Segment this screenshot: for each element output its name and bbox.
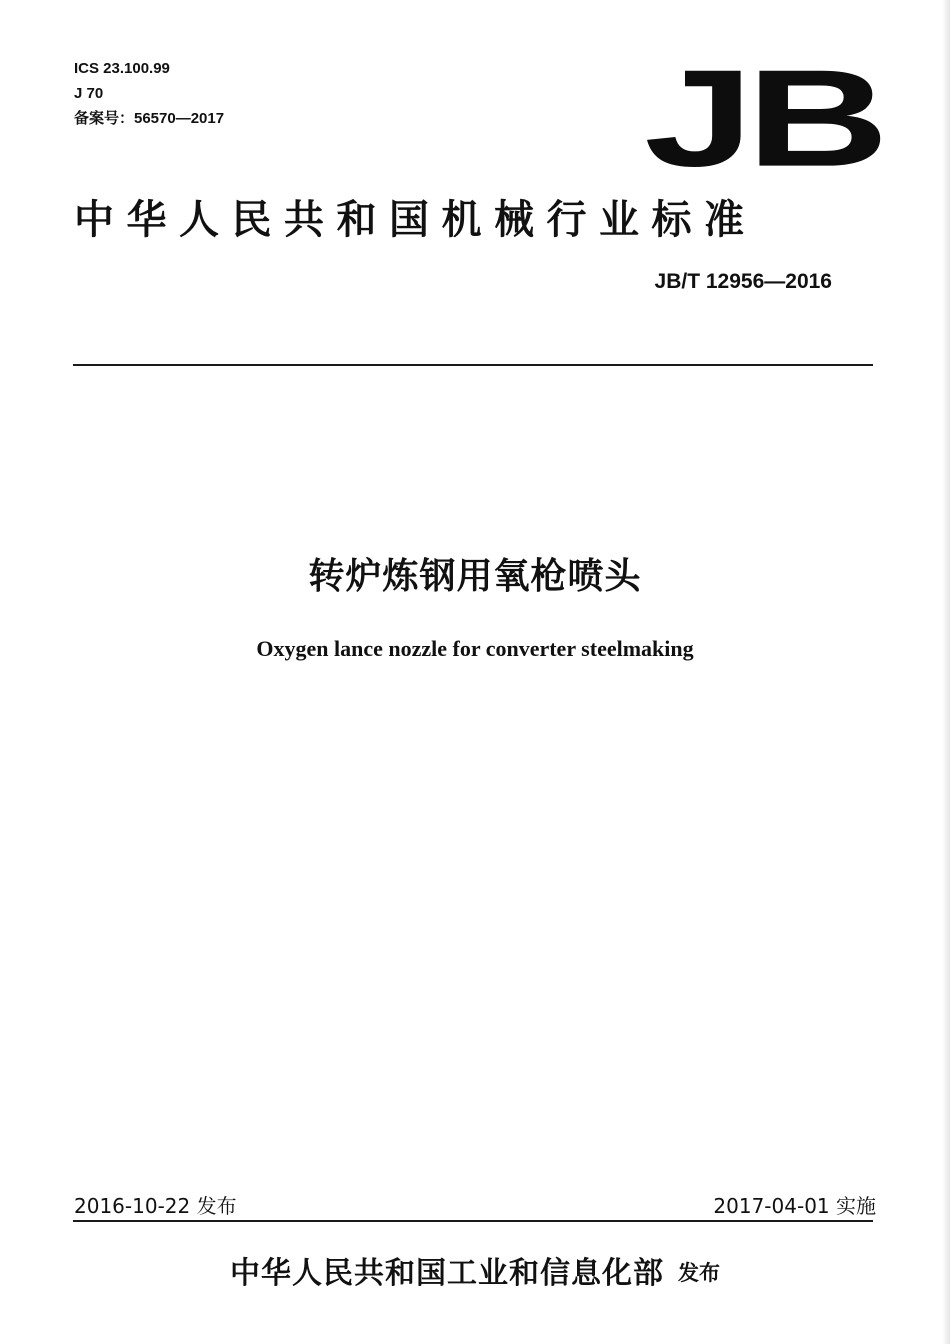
bottom-divider [73, 1220, 873, 1222]
page-edge [942, 0, 950, 1344]
record-number: 备案号：56570—2017 [74, 110, 225, 127]
publisher-name: 中华人民共和国工业和信息化部 [230, 1256, 664, 1291]
publisher-suffix: 发布 [678, 1261, 720, 1285]
standard-number: JB/T 12956—2016 [654, 270, 832, 293]
document-title-chinese: 转炉炼钢用氧枪喷头 [308, 556, 642, 597]
publisher-line [0, 1248, 950, 1292]
implementation-date: 2017-04-01 实施 [713, 1194, 876, 1218]
jb-logo: JB [644, 40, 882, 196]
standard-organization: 中华人民共和国机械行业标准 [74, 197, 757, 243]
document-title-english: Oxygen lance nozzle for converter steelmaking [256, 636, 694, 661]
issue-date: 2016-10-22 发布 [74, 1194, 237, 1218]
ics-code: ICS 23.100.99 [74, 60, 170, 77]
top-divider [73, 364, 873, 366]
ccs-code: J 70 [74, 85, 104, 102]
classification-block [74, 56, 224, 131]
